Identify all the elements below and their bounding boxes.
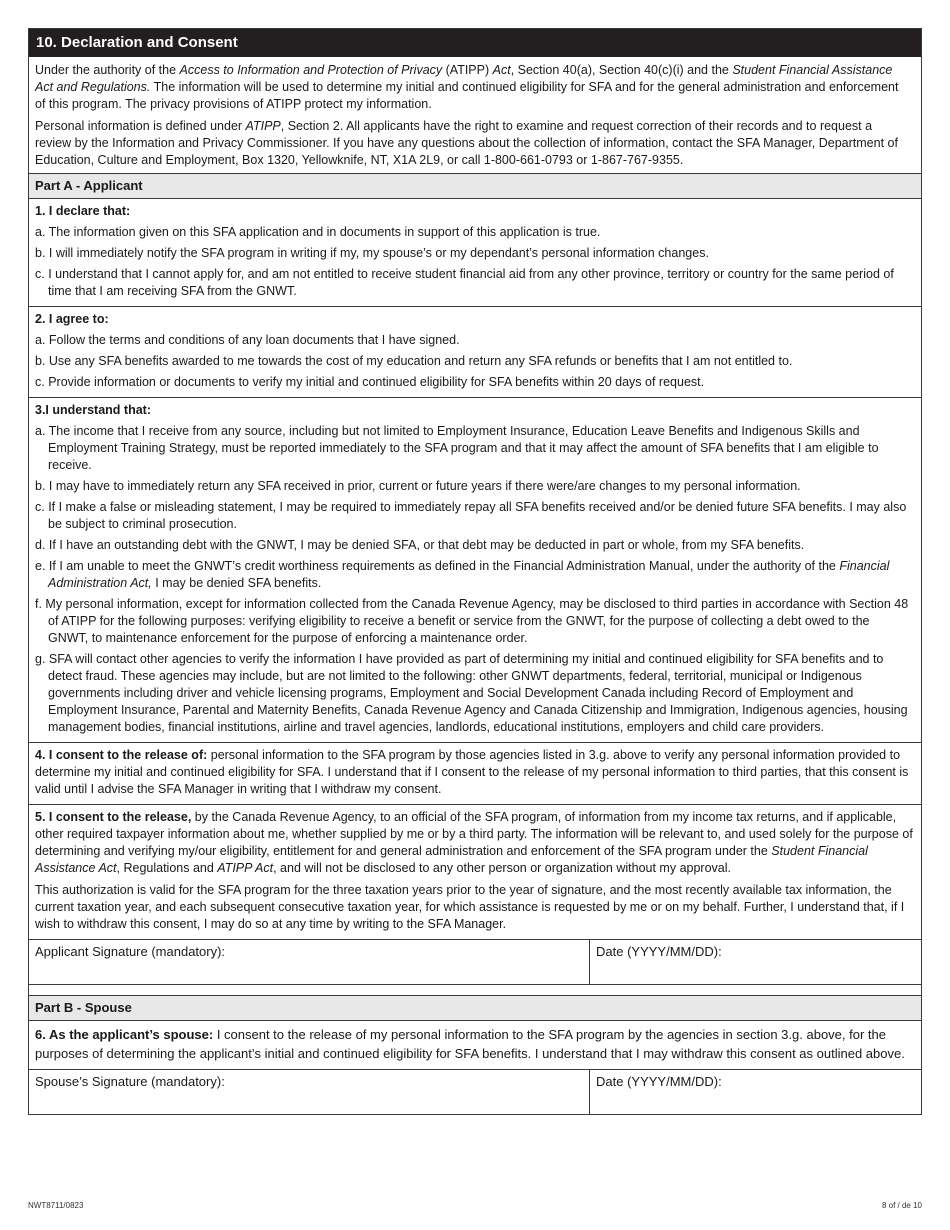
understand-item-a: a. The income that I receive from any source, including but not limited to Employment Insurance, Education Leave Benefits and Indigenous Skills and Employment Training Strategy, must be reported immediately to the SFA program and that it may affect the amount of SFA benefits that I am eligible to receive.	[35, 424, 879, 472]
understand-item-b: b. I may have to immediately return any SFA received in prior, current or future years if there were/are changes to my personal information.	[35, 479, 801, 493]
consent-4-lead: 4. I consent to the release of:	[35, 748, 208, 762]
part-separator	[29, 985, 921, 996]
spouse-signature-label: Spouse’s Signature (mandatory):	[35, 1074, 225, 1089]
spouse-date-label: Date (YYYY/MM/DD):	[596, 1074, 722, 1089]
declaration-consent-form	[28, 28, 922, 1115]
declare-title: 1. I declare that:	[35, 204, 131, 218]
form-number: NWT8711/0823	[28, 1201, 84, 1210]
agree-title: 2. I agree to:	[35, 312, 109, 326]
agree-item-a: a. Follow the terms and conditions of any loan documents that I have signed.	[35, 333, 460, 347]
applicant-date-label: Date (YYYY/MM/DD):	[596, 944, 722, 959]
page-number: 8 of / de 10	[881, 1201, 922, 1210]
spouse-date-field[interactable]	[590, 1070, 921, 1114]
part-a-header: Part A - Applicant	[29, 174, 921, 199]
spouse-signature-row	[29, 1070, 921, 1114]
understand-item-c: c. If I make a false or misleading statement, I may be required to immediately repay all SFA benefits received and/or be denied future SFA benefits. I may also be subject to criminal prosecution.	[35, 500, 907, 531]
applicant-signature-field[interactable]	[29, 940, 590, 984]
spouse-consent-lead: 6. As the applicant’s spouse:	[35, 1027, 214, 1042]
part-b-section	[29, 996, 921, 1114]
consent-5-block	[29, 805, 921, 940]
agree-item-b: b. Use any SFA benefits awarded to me towards the cost of my education and return any SFA refunds or benefits that I am not entitled to.	[35, 354, 793, 368]
privacy-intro	[29, 57, 921, 174]
understand-item-g: g. SFA will contact other agencies to verify the information I have provided as part of determining my initial and continued eligibility for SFA benefits and to detect fraud. These agencies may include, but are not limited to the following: other GNWT departments, federal, territorial, municipal or Indigenous governments including driver and vehicle licensing programs, Employment and Social Development Canada including Record of Employment and Employment Insurance, Parental and Maternity Benefits, Canada Revenue Agency and Canada Citizenship and Immigration, Indigenous agencies, housing management bodies, financial institutions, airline and travel agencies, landlords, educational institutions, employers and child care providers.	[35, 652, 908, 734]
understand-title: 3.I understand that:	[35, 403, 151, 417]
spouse-consent-block	[29, 1021, 921, 1070]
consent-4-text: personal information to the SFA program by those agencies listed in 3.g. above to verify any personal information provided to determine my initial and continued eligibility for SFA. I understand that if I consent to the release of my personal information to third parties, that this consent is valid until I advise the SFA Manager in writing that I withdraw my consent.	[35, 748, 909, 796]
applicant-signature-row	[29, 940, 921, 985]
applicant-signature-label: Applicant Signature (mandatory):	[35, 944, 226, 959]
agree-block	[29, 307, 921, 398]
intro-paragraph-1: Under the authority of the Access to Information and Protection of Privacy (ATIPP) Act, Section 40(a), Section 40(c)(i) and the Student Financial Assistance Act and Regulations. The information will be used to determine my initial and continued eligibility for SFA and for the general administration and enforcement of this program. The privacy provisions of ATIPP protect my information.	[35, 63, 899, 111]
spouse-consent-text: I consent to the release of my personal information to the SFA program by the agencies in section 3.g. above, for the purposes of determining the applicant’s initial and continued eligibility for SFA benefits. I understand that I may withdraw this consent as outlined above.	[35, 1027, 905, 1061]
agree-item-c: c. Provide information or documents to verify my initial and continued eligibility for SFA benefits within 20 days of request.	[35, 375, 705, 389]
consent-4-block	[29, 743, 921, 805]
declare-item-c: c. I understand that I cannot apply for, and am not entitled to receive student financial aid from any other province, territory or country for the same period of time that I am receiving SFA from the GNWT.	[35, 267, 894, 298]
consent-5-paragraph-2: This authorization is valid for the SFA program for the three taxation years prior to the year of signature, and the most recently available tax information, the current taxation year, and each subsequent consecutive taxation year, for which assistance is requested by me or on my behalf. Further, I understand that, if I wish to withdraw this consent, I may do so at any time by writing to the SFA Manager.	[35, 883, 905, 931]
understand-block	[29, 398, 921, 743]
declare-block	[29, 199, 921, 307]
part-b-header: Part B - Spouse	[29, 996, 921, 1021]
intro-paragraph-2: Personal information is defined under ATIPP, Section 2. All applicants have the right to examine and request correction of their records and to request a review by the Information and Privacy Commissioner. If you have any questions about the collection of information, contact the SFA Manager, Department of Education, Culture and Employment, Box 1320, Yellowknife, NT, X1A 2L9, or call 1-800-661-0793 or 1-867-767-9355.	[35, 119, 898, 167]
consent-5-paragraph-1: 5. I consent to the release, by the Canada Revenue Agency, to an official of the SFA program, of information from my income tax returns, and if applicable, other required taxpayer information about me, whether supplied by me or by a third party. The information will be relevant to, and used solely for the purpose of determining and verifying my/our eligibility, entitlement for and general administration and enforcement of the SFA program under the Student Financial Assistance Act, Regulations and ATIPP Act, and will not be disclosed to any other person or organization without my approval.	[35, 810, 913, 875]
applicant-date-field[interactable]	[590, 940, 921, 984]
declare-item-a: a. The information given on this SFA application and in documents in support of this application is true.	[35, 225, 601, 239]
declare-item-b: b. I will immediately notify the SFA program in writing if my, my spouse’s or my dependant’s personal information changes.	[35, 246, 709, 260]
understand-item-d: d. If I have an outstanding debt with the GNWT, I may be denied SFA, or that debt may be deducted in part or whole, from my SFA benefits.	[35, 538, 805, 552]
spouse-signature-field[interactable]	[29, 1070, 590, 1114]
understand-item-f: f. My personal information, except for information collected from the Canada Revenue Agency, may be disclosed to third parties in accordance with Section 48 of ATIPP for the following purposes: verifying eligibility to receive a benefit or service from the GNWT, for the purpose of collecting a debt owed to the GNWT, to maintenance enforcement for the purpose of enforcing a maintenance order.	[35, 597, 909, 645]
section-title: 10. Declaration and Consent	[29, 29, 921, 57]
understand-item-e: e. If I am unable to meet the GNWT’s credit worthiness requirements as defined in the Financial Administration Manual, under the authority of the Financial Administration Act, I may be denied SFA benefits.	[35, 559, 890, 590]
